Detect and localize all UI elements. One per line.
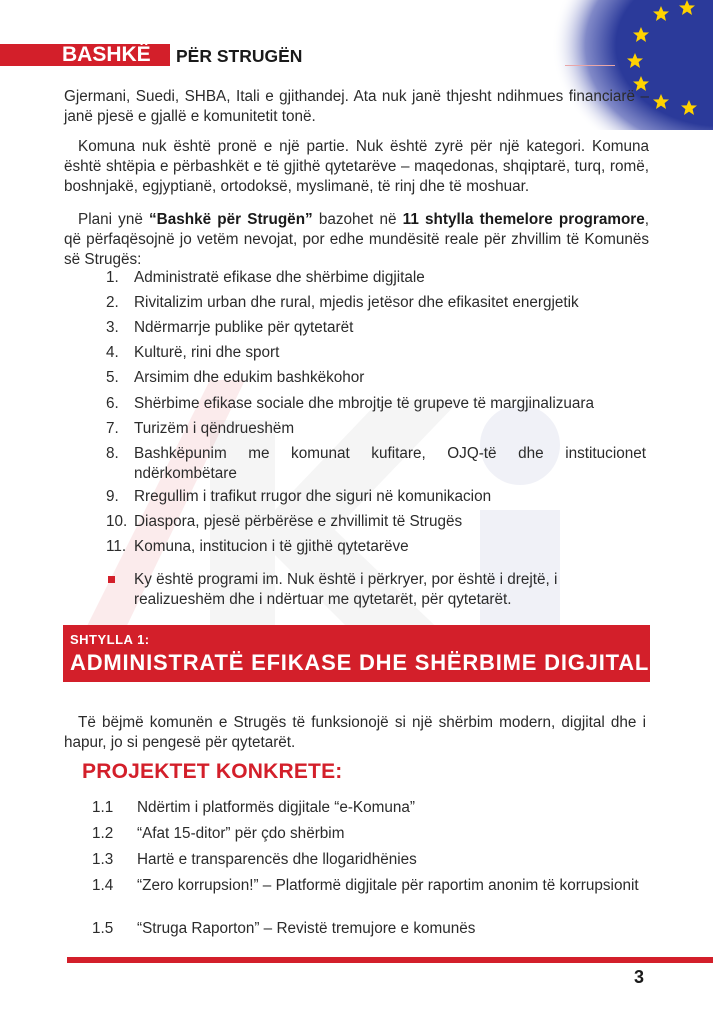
section-intro	[64, 713, 646, 753]
section-kicker: SHTYLLA 1:	[70, 632, 150, 647]
list-label: Komuna, institucion i të gjithë qytetarëve	[134, 538, 409, 555]
list-number: 2.	[106, 294, 119, 311]
list-number: 3.	[106, 319, 119, 336]
list-number: 1.	[106, 269, 119, 286]
project-label: “Zero korrupsion!” – Platformë digjitale për raportim anonim të korrupsionit	[137, 877, 639, 894]
list-label: Rregullim i trafikut rrugor dhe siguri në komunikacion	[134, 488, 492, 505]
list-number: 7.	[106, 420, 119, 437]
intro-paragraph-2-text: Komuna nuk është pronë e një partie. Nuk është zyrë për një kategori. Komuna është shtëpia e përbashkët e të gjithë qytetarëve – maqedonas, shqiptarë, turq, romë, boshnjakë, egjyptianë, ortodoksë, myslimanë, të rinj dhe të moshuar.	[64, 138, 649, 195]
list-number: 11.	[106, 538, 127, 555]
list-number: 6.	[106, 395, 119, 412]
project-number: 1.5	[92, 920, 114, 937]
project-number: 1.3	[92, 851, 114, 868]
list-number: 9.	[106, 488, 119, 505]
project-label: “Struga Raporton” – Revistë tremujore e komunës	[137, 920, 476, 937]
project-number: 1.4	[92, 877, 114, 894]
list-number: 8.	[106, 445, 119, 462]
list-label: Ndërmarrje publike për qytetarët	[134, 319, 354, 336]
intro-paragraph-3	[64, 210, 649, 270]
project-number: 1.2	[92, 825, 114, 842]
list-label: Shërbime efikase sociale dhe mbrojtje të grupeve të margjinalizuara	[134, 395, 594, 412]
project-label: Hartë e transparencës dhe llogaridhënies	[137, 851, 417, 868]
brand-title: BASHKË	[62, 43, 151, 66]
list-label: Diaspora, pjesë përbërëse e zhvillimit të Strugës	[134, 513, 463, 530]
project-label: Ndërtim i platformës digjitale “e-Komuna”	[137, 799, 415, 816]
intro-paragraph-1-text: Gjermani, Suedi, SHBA, Itali e gjithandej. Ata nuk janë thjesht ndihmues financiarë – janë pjesë e gjallë e komunitetit tonë.	[64, 88, 649, 125]
list-label: Bashkëpunim me komunat kufitare, OJQ-të dhe institucionet ndërkombëtare	[134, 445, 646, 482]
projects-heading: PROJEKTET KONKRETE:	[82, 760, 343, 783]
header-divider	[565, 65, 615, 66]
project-label: “Afat 15-ditor” për çdo shërbim	[137, 825, 345, 842]
plan-name: “Bashkë për Strugën”	[149, 211, 313, 228]
p3-text-a: Plani ynë	[78, 211, 150, 228]
section-title: ADMINISTRATË EFIKASE DHE SHËRBIME DIGJITALE	[70, 650, 665, 675]
footer-rule	[67, 957, 713, 963]
list-label: Administratë efikase dhe shërbime digjitale	[134, 269, 425, 286]
page-number: 3	[634, 967, 645, 987]
intro-paragraph-1	[64, 87, 649, 127]
p3-text-c: bazohet në	[312, 211, 403, 228]
bullet-square-icon	[108, 576, 115, 583]
intro-paragraph-2	[64, 137, 649, 197]
pillars-count: 11 shtylla themelore programore	[402, 211, 645, 228]
list-number: 4.	[106, 344, 119, 361]
list-label: Kulturë, rini dhe sport	[134, 344, 280, 361]
closing-bullet-text: Ky është programi im. Nuk është i përkryer, por është i drejtë, i realizueshëm dhe i ndërtuar me qytetarët, për qytetarët.	[134, 571, 558, 608]
section-intro-text: Të bëjmë komunën e Strugës të funksionojë si një shërbim modern, digjital dhe i hapur, jo si pengesë për qytetarët.	[64, 714, 646, 751]
list-label: Turizëm i qëndrueshëm	[134, 420, 295, 437]
list-label: Arsimim dhe edukim bashkëkohor	[134, 369, 365, 386]
list-number: 10.	[106, 513, 128, 530]
p3-text-e: , që përfaqësojnë jo vetëm nevojat, por edhe mundësitë reale për zhvillim të Komunës së Strugës:	[64, 211, 650, 268]
list-label: Rivitalizim urban dhe rural, mjedis jetësor dhe efikasitet energjetik	[134, 294, 579, 311]
brand-subtitle: PËR STRUGËN	[176, 46, 303, 66]
list-number: 5.	[106, 369, 119, 386]
project-number: 1.1	[92, 799, 114, 816]
